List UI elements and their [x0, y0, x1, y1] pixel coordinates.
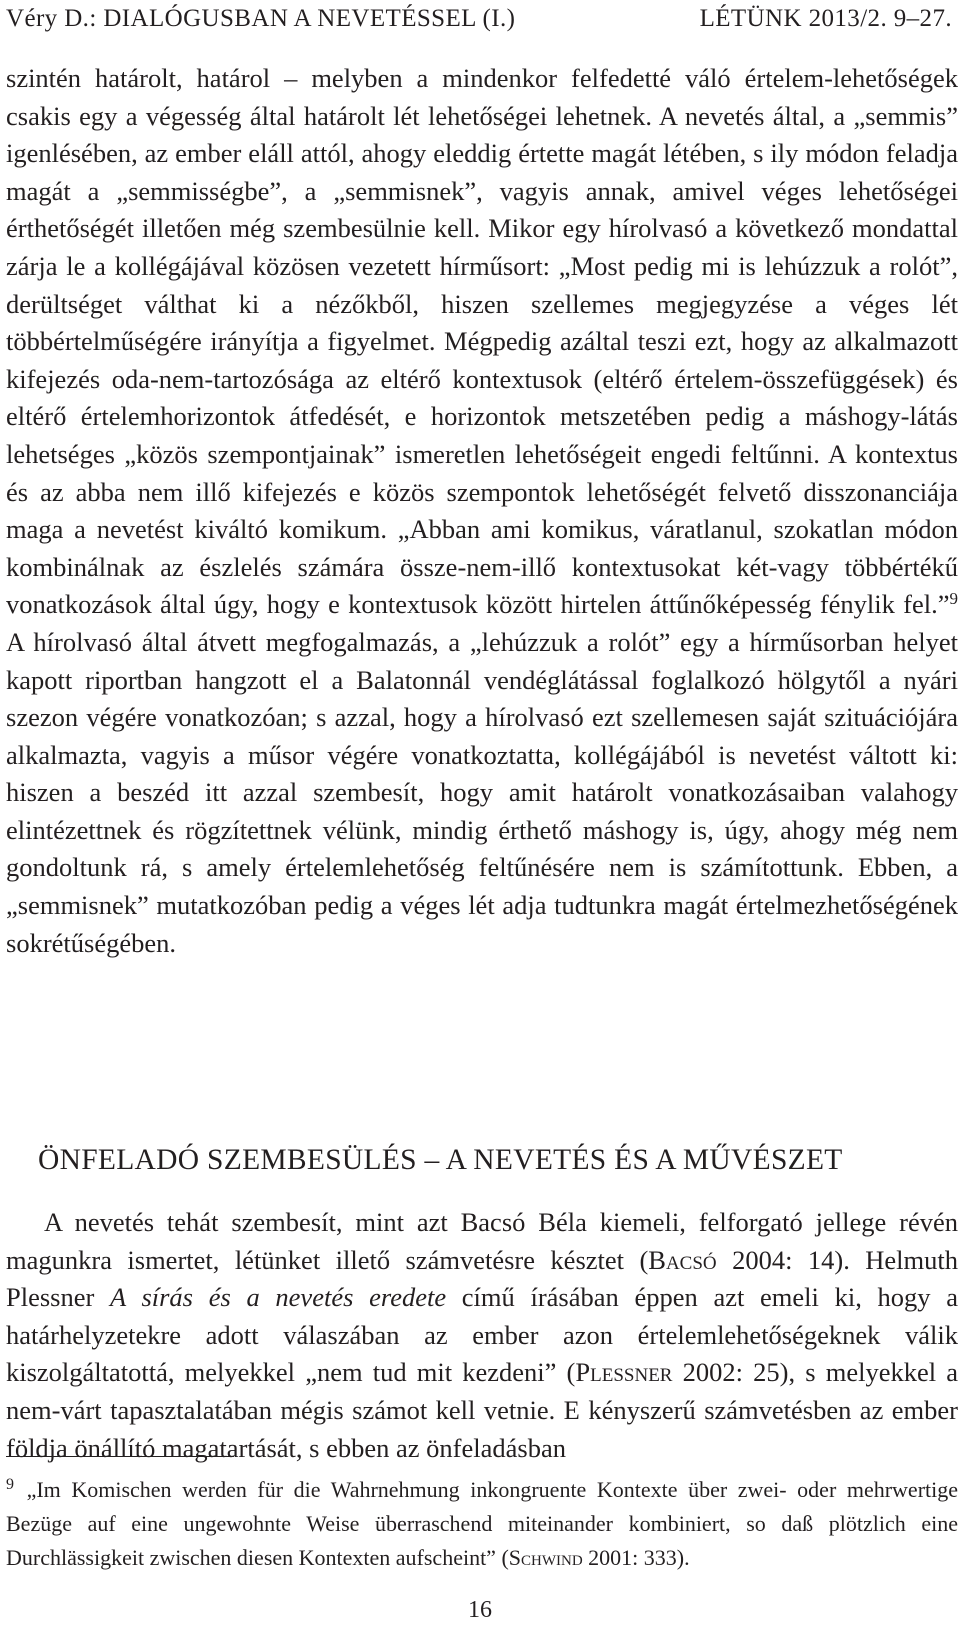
paragraph-2-part-2: című írásában éppen azt emeli ki, hogy a határhelyzetekre adott válaszában az ember azon értelemlehetőségeknek válik kiszolgáltatottá, melyekkel „nem tud mit kezdeni” (	[6, 1282, 959, 1388]
running-header	[6, 0, 952, 40]
header-journal-citation: LÉTÜNK 2013/2. 9–27.	[699, 5, 952, 32]
footnote-citation-rest: 2001: 333).	[582, 1545, 690, 1570]
body-paragraph-1	[6, 60, 958, 962]
paragraph-text	[6, 60, 958, 962]
paragraph-2-part-1: A nevetés tehát szembesít, mint azt Bacsó Béla kiemeli, felforgató jellege révén magunkra ismertet, létünket illető számvetésre késztet (	[6, 1207, 958, 1275]
paragraph-2-citation-rest: 2004: 14). Helmuth Plessner	[6, 1244, 958, 1313]
paragraph-text	[6, 1204, 958, 1467]
footnote-text	[6, 1468, 958, 1575]
footnote-number: 9	[6, 1476, 14, 1493]
section-heading: ÖNFELADÓ SZEMBESÜLÉS – A NEVETÉS ÉS A MŰVÉSZET	[38, 1144, 843, 1176]
body-paragraph-2	[6, 1204, 958, 1467]
footnote-reference[interactable]: 9	[949, 589, 958, 609]
citation-author: Schwind	[508, 1545, 583, 1570]
header-author-title: Véry D.: DIALÓGUSBAN A NEVETÉSSEL (I.)	[6, 5, 516, 32]
citation-author: Plessner	[575, 1357, 673, 1388]
work-title: A sírás és a nevetés eredete	[110, 1282, 447, 1313]
citation-author: Bacsó	[648, 1244, 717, 1275]
paragraph-2-part-3: 2002: 25), s melyekkel a nem-várt tapasztalatában mégis számot kell vetnie. E kényszerű számvetésben az ember földja önállító magatartását, s ebben az önfeladásban	[6, 1357, 959, 1463]
footnote-separator	[6, 1456, 234, 1457]
paragraph-1-text: szintén határolt, határol – melyben a mindenkor felfedetté váló értelem-lehetőségek csakis egy a végesség által határolt lét lehetőségei lehetnek. A nevetés által, a „semmis” igenlésében, az ember eláll attól, ahogy eleddig értette magát létében, s ily módon feladja magát a „semmisségbe”, a „semmisnek”, vagyis annak, amivel véges lehetőségei érthetőségét illetően még szembesülnie kell. Mikor egy hírolvasó a következő mondattal zárja le a kollégájával közösen vezetett hírműsort: „Most pedig mi is lehúzzuk a rolót”, derültséget válthat ki a nézőkből, hiszen szellemes megjegyzése a véges lét többértelműségére irányítja a figyelmet. Mégpedig azáltal teszi ezt, hogy az alkalmazott kifejezés oda-nem-tartozósága az eltérő kontextusok (eltérő értelem-összefüggések) és eltérő értelemhorizontok átfedését, e horizontok metszetében pedig a máshogy-látás lehetséges „közös szempontjainak” ismeretlen lehetőségeit engedi feltűnni. A kontextus és az abba nem illő kifejezés e közös szempontok lehetőségét felvető disszonanciája maga a nevetést kiváltó komikum. „Abban ami komikus, váratlanul, szokatlan módon kombinálnak az észlelés számára össze-nem-illő kontextusokat két-vagy többértékű vonatkozások által úgy, hogy e kontextusok között hirtelen áttűnőképesség fénylik fel.”	[6, 63, 958, 620]
paragraph-1-continuation: A hírolvasó által átvett megfogalmazás, a „lehúzzuk a rolót” egy a hírműsorban helyet kapott riportban hangzott el a Balatonnál vendéglátással foglalkozó hölgytől a nyári szezon végére vonatkozóan; s azzal, hogy a hírolvasó ezt szellemesen saját szituációjára alkalmazta, vagyis a műsor végére vonatkoztatta, kollégájából is nevetést váltott ki: hiszen a beszéd itt azzal szembesít, hogy amit határolt vonatkozásaiban valahogy elintézettnek és rögzítettnek vélünk, mindig érthető máshogy is, úgy, ahogy még nem gondoltunk rá, s amely értelemlehetőség feltűnésére nem is számítottunk. Ebben, a „semmisnek” mutatkozóban pedig a véges lét adja tudtunkra magát értelmezhetőségének sokrétűségében.	[6, 626, 958, 958]
footnote-body: „Im Komischen werden für die Wahrnehmung inkongruente Kontexte über zwei- oder mehrwertige Bezüge auf eine ungewohnte Weise überraschend miteinander kombiniert, so daß plötzlich eine Durchlässigkeit zwischen diesen Kontexten aufscheint” (	[6, 1477, 959, 1570]
footnote	[6, 1468, 958, 1575]
page-number: 16	[468, 1597, 492, 1623]
